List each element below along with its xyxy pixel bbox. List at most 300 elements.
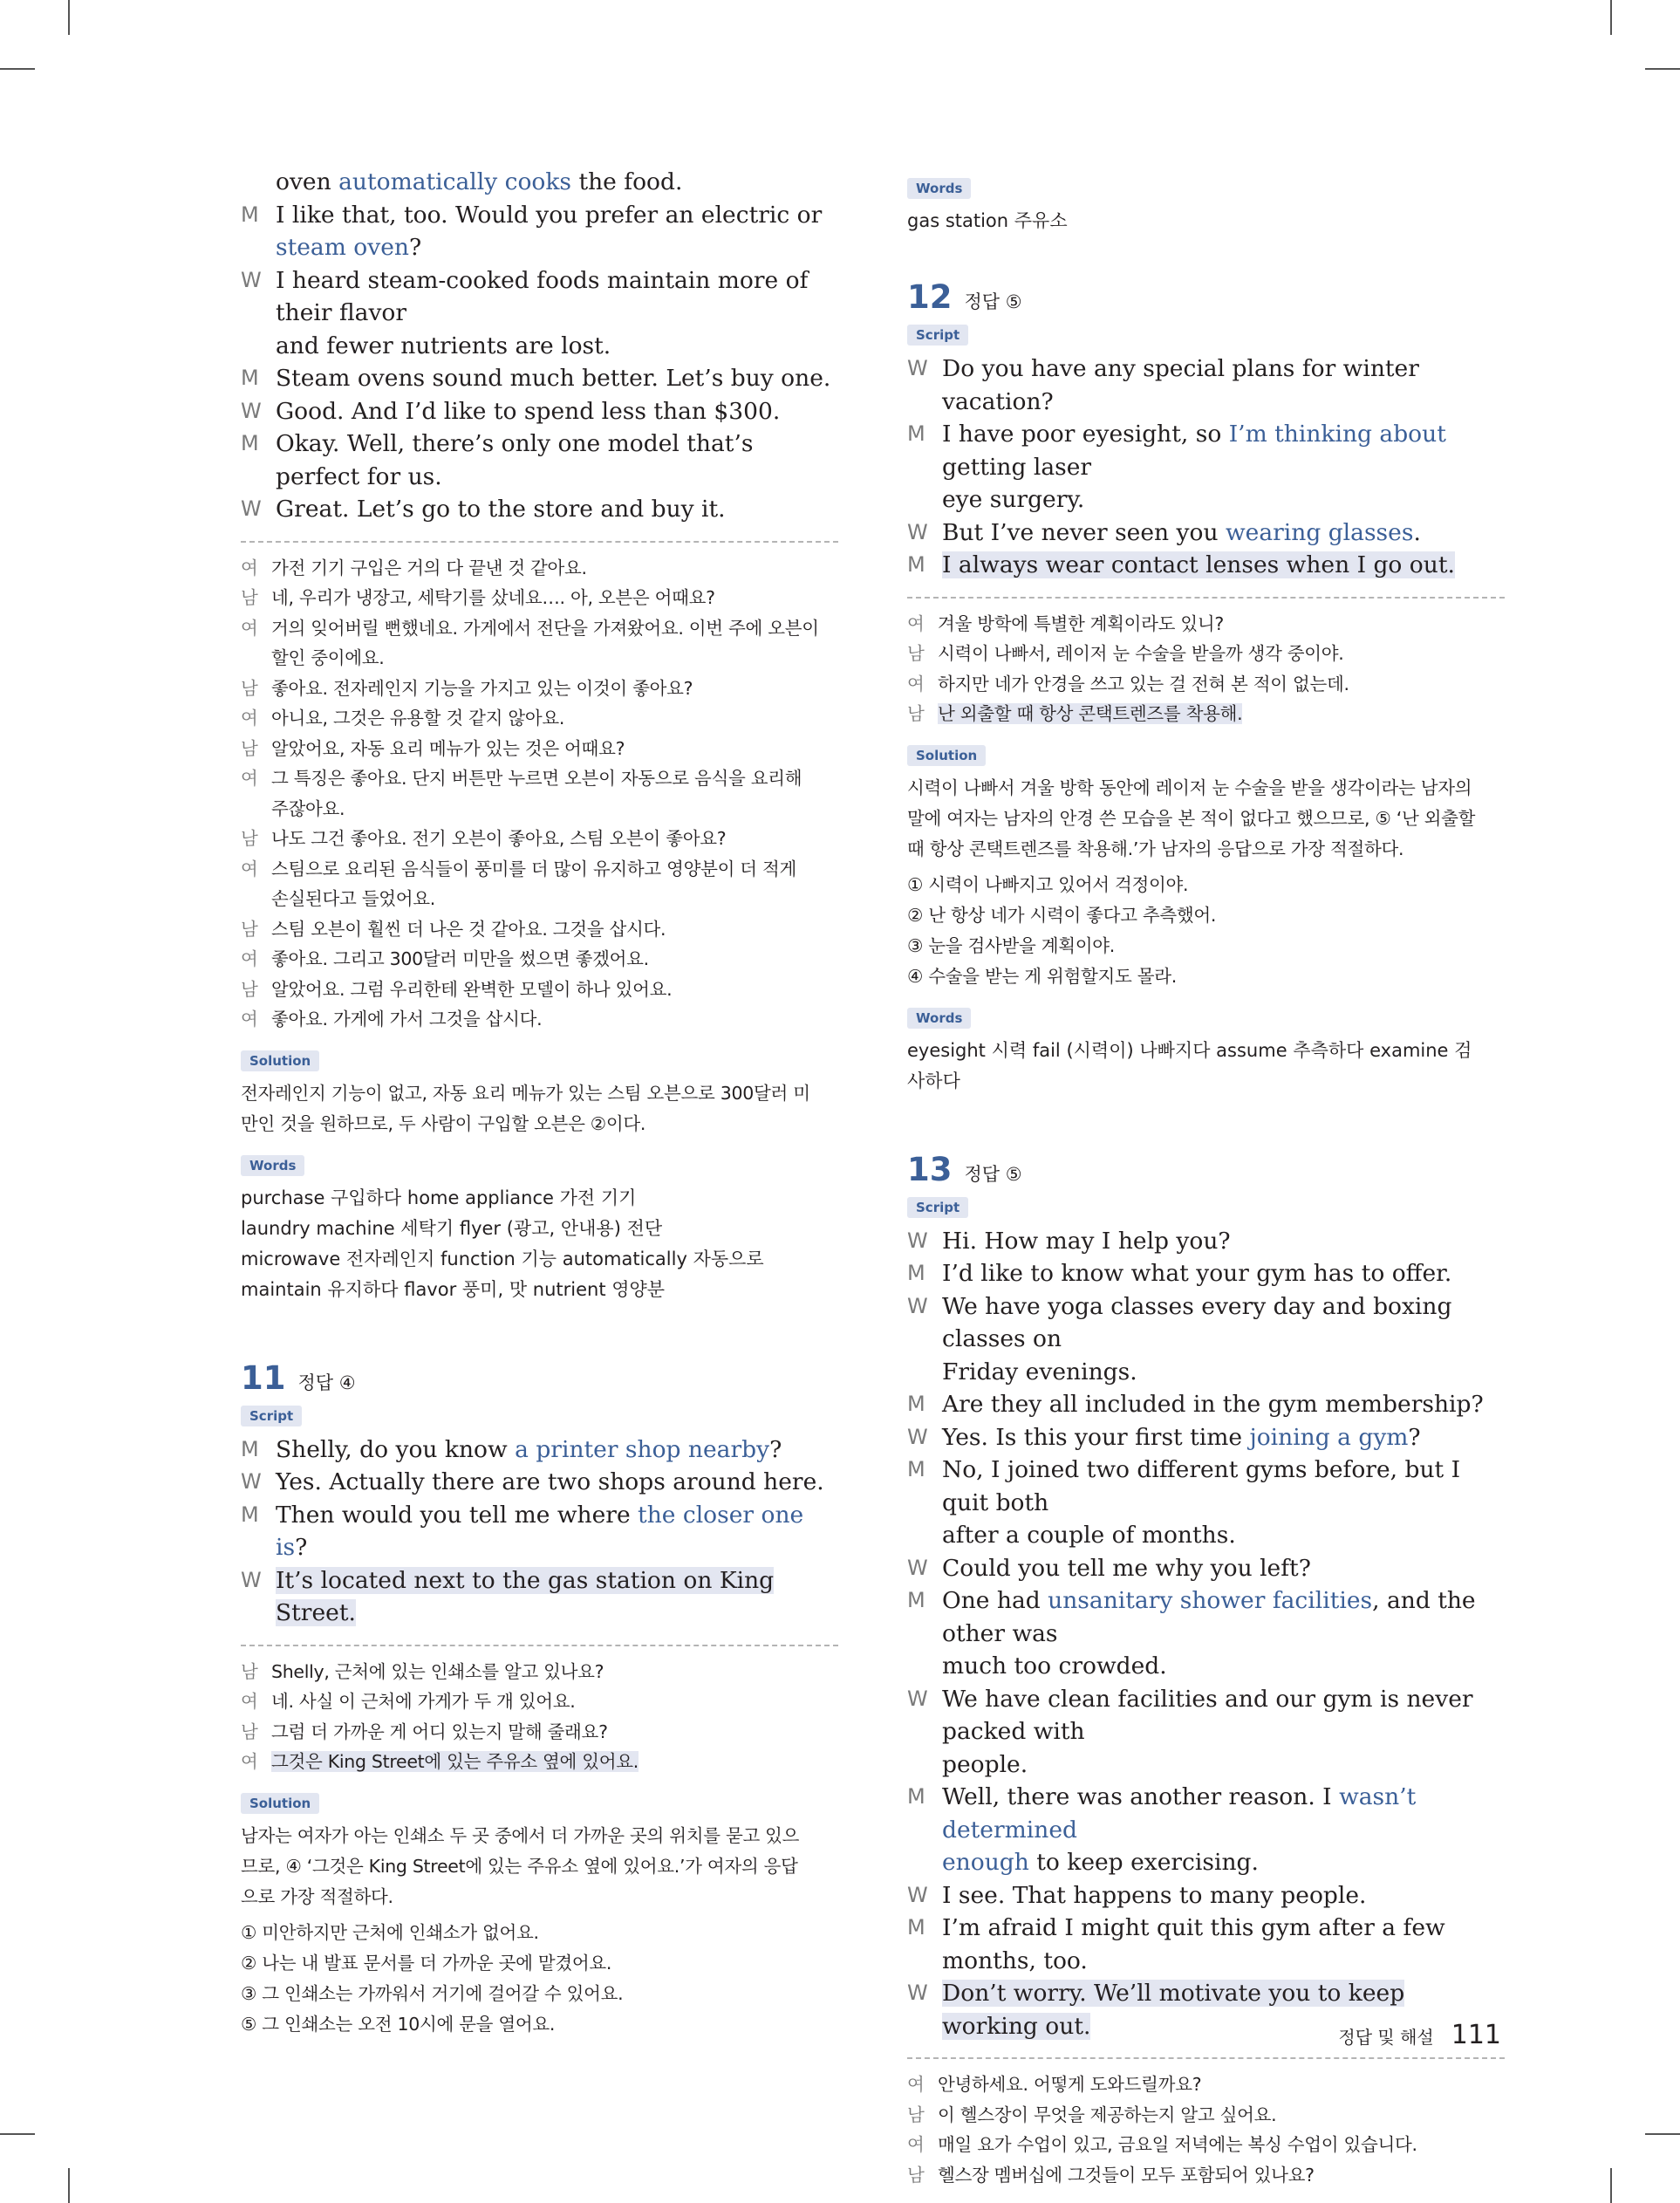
text-segment: after a couple of months.: [942, 1522, 1236, 1549]
divider: [907, 597, 1505, 599]
line-text: [276, 362, 830, 395]
translation-line: [241, 1657, 838, 1687]
speaker-label: 여: [241, 617, 258, 639]
text-line: ① 시력이 나빠지고 있어서 걱정이야.: [907, 873, 1189, 895]
text-segment: and fewer nutrients are lost.: [276, 332, 611, 359]
speaker-label: 남: [241, 677, 258, 699]
line-text: [938, 609, 1224, 640]
line-text: [942, 1225, 1231, 1258]
translation-line: [907, 2160, 1505, 2191]
answer-label: 정답 ④: [297, 1372, 356, 1393]
speaker-label: 여: [241, 708, 258, 729]
question-number: 11: [241, 1358, 286, 1397]
dialogue-line: [907, 1781, 1505, 1846]
translation-line: [241, 1004, 838, 1035]
words-tag: Words: [907, 1008, 971, 1029]
line-text: [942, 517, 1421, 550]
speaker-label: 남: [241, 737, 258, 759]
dialogue-line: [907, 1584, 1505, 1650]
translation-line: [907, 669, 1505, 700]
speaker-label: W: [241, 1469, 262, 1494]
text-segment: One had: [942, 1587, 1048, 1614]
dialogue-line: [907, 1257, 1505, 1290]
korean-translation-11: [241, 1657, 838, 1777]
translation-line: [241, 553, 838, 584]
dialogue-line: [907, 549, 1505, 582]
speaker-label: 남: [241, 918, 258, 940]
dialogue-line: [907, 1290, 1505, 1356]
translation-line: [241, 674, 838, 704]
footer-title: 정답 및 해설: [1338, 2027, 1434, 2048]
line-text: [271, 1004, 542, 1035]
line-text: [271, 643, 384, 674]
text-segment: I’d like to know what your gym has to offer.: [942, 1260, 1452, 1287]
line-text: [271, 553, 587, 584]
text-line: ④ 수술을 받는 게 위험할지도 몰라.: [907, 965, 1177, 987]
text-segment: much too crowded.: [942, 1652, 1167, 1680]
speaker-label: 여: [241, 557, 258, 578]
dialogue-line: [907, 1454, 1505, 1519]
translation-line: [241, 613, 838, 644]
line-text: [942, 549, 1455, 582]
solution-12: [907, 773, 1505, 865]
dialogue-line: [907, 517, 1505, 550]
line-text: [271, 703, 564, 734]
dialogue-line: [907, 1225, 1505, 1258]
line-text: [938, 2070, 1201, 2100]
speaker-label: W: [907, 1882, 928, 1907]
crop-mark: [68, 0, 70, 35]
dialogue-line: [241, 493, 838, 526]
line-text: [942, 1552, 1311, 1585]
text-segment: 손실된다고 들었어요.: [271, 888, 435, 909]
text-segment: But I’ve never seen you: [942, 518, 1226, 546]
words-12: [907, 1036, 1505, 1097]
text-segment: the food.: [571, 168, 683, 195]
korean-translation-13: [907, 2070, 1505, 2190]
question-12-header: [907, 278, 1505, 316]
line-text: [276, 264, 838, 330]
speaker-label: 여: [241, 858, 258, 879]
text-segment: to keep exercising.: [1028, 1849, 1259, 1876]
line-text: [271, 1717, 608, 1748]
korean-translation-10: [241, 553, 838, 1035]
line-text: [942, 352, 1505, 418]
text-segment: 헬스장 멤버십에 그것들이 모두 포함되어 있나요?: [938, 2164, 1315, 2186]
text-segment: I have poor eyesight, so: [942, 421, 1229, 448]
dialogue-line: [241, 1466, 838, 1499]
key-phrase: joining a gym: [1249, 1423, 1409, 1451]
text-segment: 매일 요가 수업이 있고, 금요일 저녁에는 복싱 수업이 있습니다.: [938, 2134, 1417, 2155]
text-segment: Shelly, do you know: [276, 1435, 516, 1463]
text-segment: 그 특징은 좋아요. 단지 버튼만 누르면 오븐이 자동으로 음식을 요리해: [271, 768, 802, 789]
text-line: laundry machine 세탁기 flyer (광고, 안내용) 전단: [241, 1217, 663, 1239]
speaker-label: 여: [907, 673, 925, 694]
text-segment: Yes. Actually there are two shops around here.: [276, 1468, 824, 1495]
dialogue-line: [907, 418, 1505, 483]
text-segment: 좋아요. 전자레인지 기능을 가지고 있는 이것이 좋아요?: [271, 677, 693, 699]
translation-line: [241, 763, 838, 794]
dialogue-line: [907, 483, 1505, 517]
line-text: [942, 1388, 1484, 1421]
translation-line: [907, 2130, 1505, 2160]
speaker-label: M: [907, 1457, 925, 1481]
translation-line: [241, 583, 838, 613]
text-segment: 가전 기기 구입은 거의 다 끝낸 것 같아요.: [271, 557, 587, 578]
speaker-label: W: [241, 1567, 262, 1592]
text-segment: eye surgery.: [942, 486, 1085, 513]
translation-line: [907, 2070, 1505, 2100]
speaker-label: 남: [241, 978, 258, 1000]
question-13-header: [907, 1151, 1505, 1188]
text-segment: 하지만 네가 안경을 쓰고 있는 걸 전혀 본 적이 없는데.: [938, 673, 1349, 694]
divider: [241, 1645, 838, 1646]
text-segment: 알았어요. 그럼 우리한테 완벽한 모델이 하나 있어요.: [271, 978, 673, 1000]
text-line: ② 나는 내 발표 문서를 더 가까운 곳에 맡겼어요.: [241, 1952, 612, 1974]
text-segment: 이 헬스장이 무엇을 제공하는지 알고 싶어요.: [938, 2104, 1277, 2125]
dialogue-line: [907, 1879, 1505, 1912]
solution-tag: Solution: [907, 745, 986, 766]
dialogue-line: [241, 1499, 838, 1564]
crop-mark: [1645, 2133, 1680, 2135]
text-segment: 스팀 오븐이 훨씬 더 나은 것 같아요. 그것을 삽시다.: [271, 918, 666, 940]
line-text: [942, 1683, 1505, 1748]
key-phrase: the closer one is: [276, 1501, 804, 1561]
dialogue-12: [907, 352, 1505, 582]
line-text: [276, 1499, 838, 1564]
speaker-label: M: [241, 202, 259, 227]
speaker-label: M: [241, 1502, 259, 1527]
text-line: 만인 것을 원하므로, 두 사람이 구입할 오븐은 ②이다.: [241, 1112, 646, 1134]
translation-line: [241, 643, 838, 674]
text-segment: Do you have any special plans for winter vacation?: [942, 355, 1419, 415]
line-text: [942, 1748, 1028, 1782]
line-text: [271, 975, 672, 1005]
line-text: [942, 1257, 1451, 1290]
speaker-label: 남: [907, 2164, 925, 2186]
text-segment: I heard steam-cooked foods maintain more of their flavor: [276, 266, 809, 326]
text-segment: We have clean facilities and our gym is never packed with: [942, 1685, 1473, 1745]
solution-tag: Solution: [241, 1793, 319, 1814]
text-segment: Then would you tell me where: [276, 1501, 639, 1529]
line-text: [938, 2160, 1315, 2191]
speaker-label: 여: [241, 948, 258, 969]
dialogue-line: [907, 352, 1505, 418]
key-phrase: wearing glasses: [1225, 518, 1414, 546]
speaker-label: 남: [241, 587, 258, 608]
crop-mark: [0, 2133, 35, 2135]
speaker-label: W: [907, 1555, 928, 1580]
speaker-label: W: [907, 519, 928, 544]
speaker-label: M: [241, 1436, 259, 1461]
text-segment: 네. 사실 이 근처에 가게가 두 개 있어요.: [271, 1691, 576, 1712]
dialogue-11: [241, 1433, 838, 1630]
line-text: [271, 914, 666, 945]
dialogue-line: [907, 1421, 1505, 1454]
translation-line: [241, 975, 838, 1005]
speaker-label: M: [907, 1915, 925, 1940]
text-segment: Shelly, 근처에 있는 인쇄소를 알고 있나요?: [271, 1660, 604, 1682]
text-segment: ?: [408, 234, 422, 261]
line-text: [276, 1564, 838, 1630]
speaker-label: M: [241, 366, 259, 390]
key-phrase: automatically cooks: [338, 168, 572, 195]
text-segment: 아니요, 그것은 유용할 것 같지 않아요.: [271, 708, 565, 729]
text-line: 남자는 여자가 아는 인쇄소 두 곳 중에서 더 가까운 곳의 위치를 묻고 있으: [241, 1824, 800, 1846]
text-line: microwave 전자레인지 function 기능 automatically 자동으로: [241, 1248, 764, 1269]
line-text: [942, 418, 1505, 483]
key-phrase: steam oven: [276, 234, 409, 261]
speaker-label: M: [907, 1261, 925, 1285]
speaker-label: W: [907, 1228, 928, 1253]
dialogue-line: [907, 1748, 1505, 1782]
text-segment: 좋아요. 가게에 가서 그것을 삽시다.: [271, 1009, 543, 1030]
words-10: [241, 1183, 838, 1305]
line-text: [271, 794, 345, 824]
dialogue-line: [241, 199, 838, 264]
text-segment: ?: [769, 1435, 782, 1463]
answer-highlight: 그것은 King Street에 있는 주유소 옆에 있어요.: [271, 1751, 639, 1772]
line-text: [271, 583, 715, 613]
translation-line: [241, 854, 838, 885]
dialogue-line: [907, 1356, 1505, 1389]
text-segment: Good. And I’d like to spend less than $300.: [276, 397, 781, 425]
page-number: 111: [1451, 2020, 1501, 2050]
text-segment: 시력이 나빠서, 레이저 눈 수술을 받을까 생각 중이야.: [938, 643, 1344, 664]
dialogue-line: [241, 395, 838, 428]
speaker-label: 여: [241, 1009, 258, 1030]
line-text: [276, 493, 726, 526]
page-footer: [1338, 2020, 1501, 2050]
solution-10: [241, 1078, 838, 1139]
speaker-label: 남: [907, 643, 925, 664]
translation-line: [241, 1717, 838, 1748]
text-line: gas station 주유소: [907, 210, 1068, 231]
line-text: [276, 395, 780, 428]
dialogue-line: [907, 1650, 1505, 1683]
key-phrase: wasn’t determined: [942, 1783, 1417, 1844]
text-segment: 스팀으로 요리된 음식들이 풍미를 더 많이 유지하고 영양분이 더 적게: [271, 858, 797, 879]
text-line: 때 항상 콘택트렌즈를 착용해.’가 남자의 응답으로 가장 적절하다.: [907, 838, 1404, 859]
text-segment: getting laser: [942, 453, 1092, 481]
words-11: [907, 206, 1505, 236]
text-segment: Are they all included in the gym membership?: [942, 1391, 1484, 1418]
question-number: 13: [907, 1150, 953, 1188]
line-text: [942, 1650, 1167, 1683]
dialogue-line: [241, 330, 838, 363]
key-phrase: I’m thinking about: [1228, 421, 1446, 448]
text-segment: 그럼 더 가까운 게 어디 있는지 말해 줄래요?: [271, 1721, 608, 1742]
dialogue-line: [907, 1552, 1505, 1585]
answer-highlight: Don’t worry. We’ll motivate you to keep working out.: [942, 1980, 1405, 2040]
answer-highlight: I always wear contact lenses when I go out.: [942, 551, 1455, 578]
speaker-label: 여: [907, 2134, 925, 2155]
text-segment: Well, there was another reason. I: [942, 1783, 1340, 1810]
line-text: [271, 854, 796, 885]
text-segment: 안녕하세요. 어떻게 도와드릴까요?: [938, 2074, 1202, 2095]
text-line: ⑤ 그 인쇄소는 오전 10시에 문을 열어요.: [241, 2013, 556, 2035]
line-text: [942, 1846, 1259, 1879]
line-text: [938, 2100, 1276, 2131]
korean-translation-12: [907, 609, 1505, 729]
speaker-label: W: [241, 267, 262, 292]
crop-mark: [68, 2168, 70, 2203]
line-text: [942, 1356, 1137, 1389]
line-text: [271, 734, 625, 764]
text-line: 므로, ④ ‘그것은 King Street에 있는 주유소 옆에 있어요.’가 여자의 응답: [241, 1855, 798, 1877]
solution-tag: Solution: [241, 1050, 319, 1071]
text-segment: 거의 잊어버릴 뻔했네요. 가게에서 전단을 가져왔어요. 이번 주에 오븐이: [271, 617, 819, 639]
speaker-label: M: [907, 1392, 925, 1416]
answer-label: 정답 ⑤: [964, 1163, 1022, 1185]
dialogue-line: [241, 166, 838, 199]
question-11-header: [241, 1359, 838, 1397]
text-segment: Friday evenings.: [942, 1358, 1137, 1385]
translation-line: [907, 639, 1505, 669]
dialogue-line: [907, 1683, 1505, 1748]
key-phrase: unsanitary shower facilities: [1048, 1587, 1373, 1614]
text-segment: Okay. Well, there’s only one model that’s perfect for us.: [276, 430, 754, 490]
crop-mark: [0, 68, 35, 70]
dialogue-10: [241, 166, 838, 526]
speaker-label: W: [907, 356, 928, 380]
text-line: 말에 여자는 남자의 안경 쓴 모습을 본 적이 없다고 했으므로, ⑤ ‘난 외출할: [907, 807, 1476, 829]
text-line: maintain 유지하다 flavor 풍미, 맛 nutrient 영양분: [241, 1278, 666, 1300]
text-segment: I see. That happens to many people.: [942, 1881, 1367, 1909]
text-segment: 좋아요. 그리고 300달러 미만을 썼으면 좋겠어요.: [271, 948, 649, 969]
key-phrase: a printer shop nearby: [515, 1435, 770, 1463]
line-text: [271, 1657, 604, 1687]
translation-line: [241, 884, 838, 914]
words-tag: Words: [907, 178, 971, 199]
text-segment: 나도 그건 좋아요. 전기 오븐이 좋아요, 스팀 오븐이 좋아요?: [271, 828, 727, 849]
line-text: [942, 1781, 1505, 1846]
line-text: [942, 1584, 1505, 1650]
translation-line: [241, 794, 838, 824]
translation-line: [907, 699, 1505, 729]
text-segment: ?: [295, 1534, 308, 1561]
line-text: [271, 763, 802, 794]
translation-line: [907, 609, 1505, 640]
line-text: [938, 2130, 1417, 2160]
text-line: ① 미안하지만 근처에 인쇄소가 없어요.: [241, 1921, 539, 1943]
text-segment: 겨울 방학에 특별한 계획이라도 있니?: [938, 612, 1224, 634]
text-segment: I like that, too. Would you prefer an electric or: [276, 201, 823, 229]
answer-highlight: It’s located next to the gas station on King Street.: [276, 1566, 775, 1626]
crop-mark: [1610, 0, 1612, 35]
dialogue-line: [241, 1433, 838, 1467]
dialogue-line: [241, 362, 838, 395]
text-segment: Could you tell me why you left?: [942, 1554, 1311, 1582]
line-text: [271, 613, 819, 644]
line-text: [271, 674, 693, 704]
line-text: [276, 1433, 782, 1467]
dialogue-line: [907, 1912, 1505, 1977]
text-line: ② 난 항상 네가 시력이 좋다고 추측했어.: [907, 904, 1217, 926]
line-text: [942, 1290, 1505, 1356]
line-text: [271, 944, 649, 975]
crop-mark: [1610, 2168, 1612, 2203]
dialogue-line: [241, 428, 838, 493]
options-11: [241, 1918, 838, 2040]
line-text: [271, 884, 435, 914]
left-column: [241, 166, 838, 2040]
line-text: [942, 1912, 1505, 1977]
script-tag: Script: [241, 1406, 302, 1426]
line-text: [938, 699, 1242, 729]
translation-line: [241, 734, 838, 764]
text-segment: Hi. How may I help you?: [942, 1227, 1231, 1255]
line-text: [942, 1454, 1505, 1519]
crop-mark: [1645, 68, 1680, 70]
speaker-label: W: [241, 496, 262, 521]
text-segment: 주잖아요.: [271, 797, 345, 819]
line-text: [938, 639, 1344, 669]
text-line: 시력이 나빠서 겨울 방학 동안에 레이저 눈 수술을 받을 생각이라는 남자의: [907, 777, 1472, 798]
line-text: [942, 483, 1084, 517]
dialogue-line: [907, 1519, 1505, 1552]
text-segment: Yes. Is this your first time: [942, 1423, 1250, 1451]
line-text: [271, 824, 726, 854]
dialogue-line: [907, 1846, 1505, 1879]
translation-line: [241, 703, 838, 734]
text-segment: 네, 우리가 냉장고, 세탁기를 샀네요…. 아, 오븐은 어때요?: [271, 587, 715, 608]
line-text: [276, 1466, 824, 1499]
speaker-label: 여: [241, 1751, 258, 1772]
speaker-label: W: [907, 1686, 928, 1711]
dialogue-line: [907, 1388, 1505, 1421]
speaker-label: 여: [907, 2074, 925, 2095]
line-text: [276, 330, 611, 363]
dialogue-line: [241, 264, 838, 330]
line-text: [942, 1879, 1366, 1912]
translation-line: [241, 1686, 838, 1717]
speaker-label: W: [907, 1293, 928, 1318]
text-segment: Steam ovens sound much better. Let’s buy one.: [276, 365, 831, 392]
line-text: [276, 199, 838, 264]
text-segment: We have yoga classes every day and boxing classes on: [942, 1292, 1452, 1352]
translation-line: [907, 2100, 1505, 2131]
speaker-label: 남: [241, 828, 258, 849]
speaker-label: 남: [241, 1721, 258, 1742]
divider: [907, 2057, 1505, 2059]
line-text: [938, 669, 1349, 700]
line-text: [276, 428, 838, 493]
text-segment: .: [1413, 518, 1421, 546]
line-text: [942, 1421, 1421, 1454]
options-12: [907, 870, 1505, 992]
answer-label: 정답 ⑤: [964, 291, 1022, 312]
translation-line: [241, 914, 838, 945]
speaker-label: 여: [241, 1691, 258, 1712]
speaker-label: M: [241, 431, 259, 455]
text-line: eyesight 시력 fail (시력이) 나빠지다 assume 추측하다 examine 검: [907, 1039, 1472, 1061]
line-text: [271, 1686, 576, 1717]
text-segment: people.: [942, 1750, 1028, 1778]
divider: [241, 541, 838, 543]
text-segment: 알았어요, 자동 요리 메뉴가 있는 것은 어때요?: [271, 737, 625, 759]
speaker-label: W: [907, 1981, 928, 2005]
dialogue-line: [241, 1564, 838, 1630]
question-number: 12: [907, 278, 953, 316]
speaker-label: 여: [241, 768, 258, 789]
speaker-label: M: [907, 552, 925, 577]
script-tag: Script: [907, 325, 968, 346]
text-line: ③ 눈을 검사받을 계획이야.: [907, 934, 1115, 956]
line-text: [942, 1519, 1236, 1552]
key-phrase: enough: [942, 1849, 1029, 1876]
text-segment: Great. Let’s go to the store and buy it.: [276, 496, 726, 523]
